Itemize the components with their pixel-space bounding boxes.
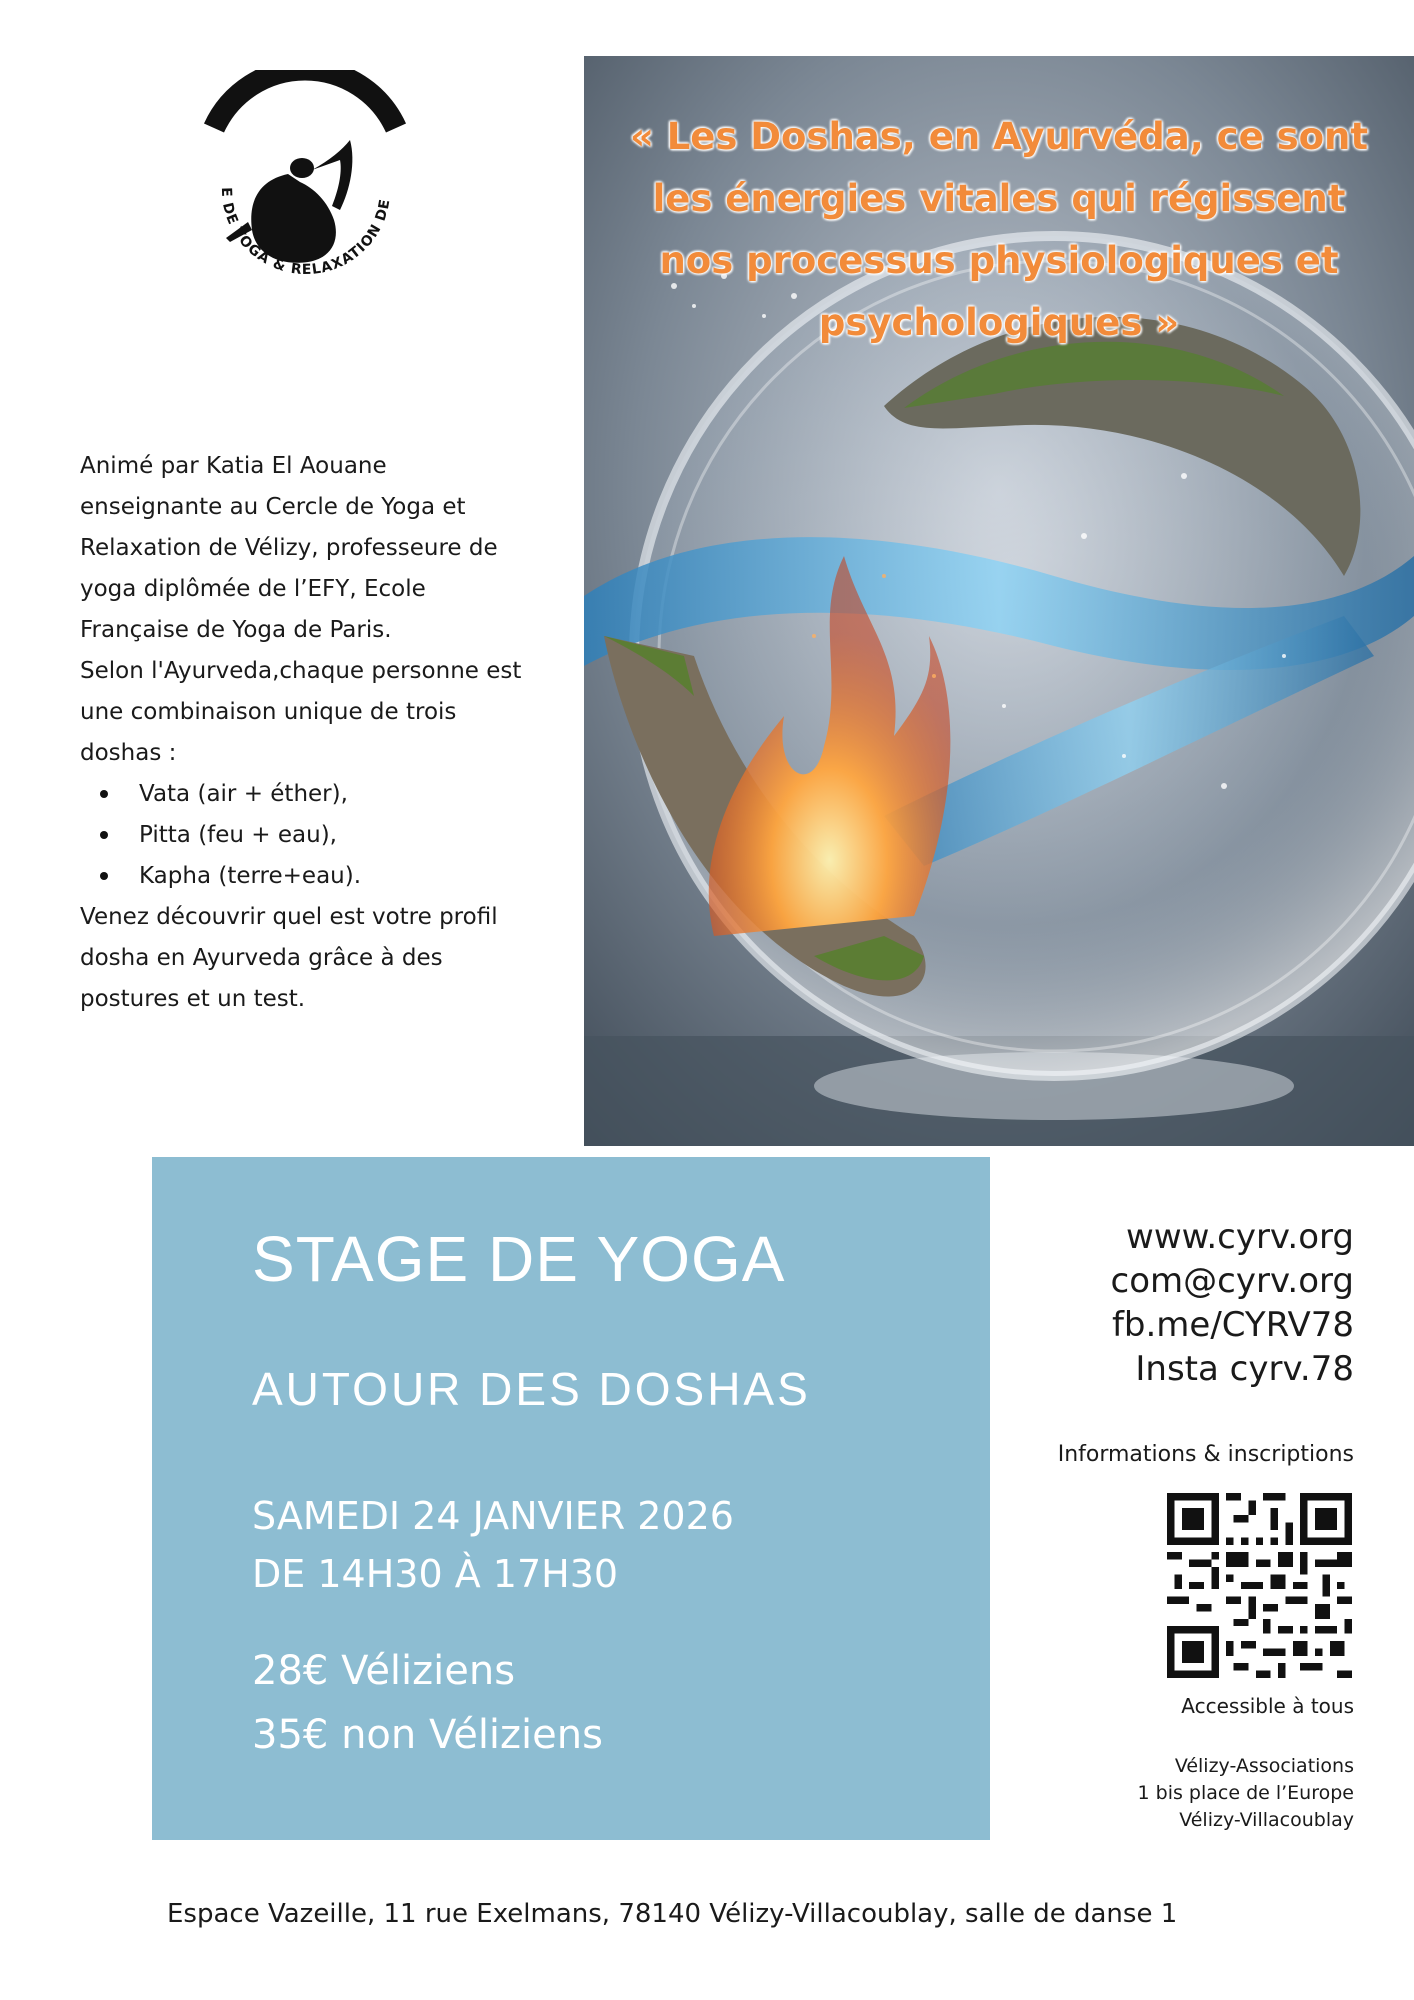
price-local: 28€ Véliziens	[252, 1648, 516, 1694]
dosha-list	[80, 774, 535, 897]
club-logo	[190, 70, 420, 310]
intro-paragraph-doshas: Selon l'Ayurveda,chaque personne est une combinaison unique de trois doshas :	[80, 658, 522, 766]
website-link[interactable]: www.cyrv.org	[1126, 1217, 1354, 1257]
venue-address: Espace Vazeille, 11 rue Exelmans, 78140 Vélizy-Villacoublay, salle de danse 1	[167, 1899, 1178, 1929]
association-address	[1138, 1753, 1355, 1834]
price-other: 35€ non Véliziens	[252, 1712, 603, 1758]
intro-text	[80, 446, 535, 1020]
event-subtitle: AUTOUR DES DOSHAS	[252, 1363, 811, 1415]
info-registration-label: Informations & inscriptions	[1057, 1442, 1354, 1467]
event-time: DE 14H30 À 17H30	[252, 1552, 619, 1596]
address-line-3: Vélizy-Villacoublay	[1179, 1809, 1354, 1831]
qr-code[interactable]	[1167, 1493, 1352, 1678]
hero-image	[584, 56, 1414, 1146]
event-info-box	[152, 1157, 990, 1840]
event-prices	[252, 1639, 603, 1767]
event-title: STAGE DE YOGA	[252, 1223, 786, 1295]
accessibility-note: Accessible à tous	[1181, 1694, 1354, 1718]
event-date: SAMEDI 24 JANVIER 2026	[252, 1494, 734, 1538]
intro-paragraph-invitation: Venez découvrir quel est votre profil dosha en Ayurveda grâce à des postures et un test.	[80, 904, 498, 1012]
facebook-link[interactable]: fb.me/CYRV78	[1111, 1305, 1354, 1345]
contact-links	[1111, 1215, 1354, 1391]
email-link[interactable]: com@cyrv.org	[1110, 1261, 1354, 1301]
instagram-link[interactable]: Insta cyrv.78	[1135, 1349, 1354, 1389]
address-line-1: Vélizy-Associations	[1174, 1755, 1354, 1777]
event-schedule	[252, 1487, 734, 1603]
dosha-item-vata: Vata (air + éther),	[80, 774, 535, 815]
intro-paragraph-teacher: Animé par Katia El Aouane enseignante au Cercle de Yoga et Relaxation de Vélizy, professeure de yoga diplômée de l’EFY, Ecole Française de Yoga de Paris.	[80, 453, 498, 643]
logo-text: E DE YOGA & RELAXATION DE	[217, 187, 394, 279]
dosha-quote: « Les Doshas, en Ayurvéda, ce sont les énergies vitales qui régissent nos processus physiologiques et psychologiques »	[629, 115, 1369, 344]
dosha-item-kapha: Kapha (terre+eau).	[80, 856, 535, 897]
address-line-2: 1 bis place de l’Europe	[1137, 1782, 1354, 1804]
dosha-item-pitta: Pitta (feu + eau),	[80, 815, 535, 856]
